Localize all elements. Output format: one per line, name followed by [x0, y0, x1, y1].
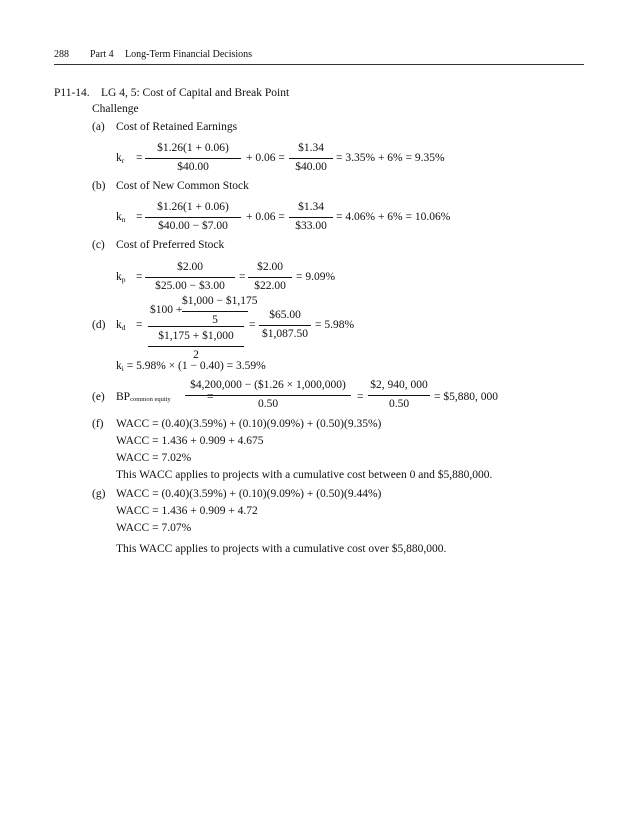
part-a-label: (a)	[92, 121, 105, 133]
part-a-numerator-2: $1.34	[298, 142, 324, 154]
part-c-variable: $k_p$	[116, 271, 126, 284]
part-e-equals: =	[207, 391, 214, 403]
part-g-label: (g)	[92, 488, 106, 500]
part-e-denominator-2: 0.50	[368, 395, 430, 411]
part-d-inner-fraction	[182, 295, 258, 326]
part-c-denominator: $25.00 − $3.00	[145, 277, 235, 293]
part-c-title: Cost of Preferred Stock	[116, 239, 225, 251]
part-a-title: Cost of Retained Earnings	[116, 121, 238, 133]
part-g-note: This WACC applies to projects with a cumulative cost over $5,880,000.	[116, 543, 447, 555]
part-g-line: WACC = (0.40)(3.59%) + (0.10)(9.09%) + (0.50)(9.44%)	[116, 488, 382, 500]
part-b-result: = 4.06% + 6% = 10.06%	[336, 211, 451, 223]
part-a-denominator-2: $40.00	[289, 158, 333, 174]
part-b-variable: $k_n$	[116, 211, 126, 224]
part-f-label: (f)	[92, 418, 104, 430]
part-b-title: Cost of New Common Stock	[116, 180, 249, 192]
part-e-equals-2: =	[357, 391, 364, 403]
part-c-denominator-2: $22.00	[248, 277, 292, 293]
problem-title: LG 4, 5: Cost of Capital and Break Point	[101, 87, 290, 99]
part-f-line: WACC = 1.436 + 0.909 + 4.675	[116, 435, 264, 447]
part-g-line: WACC = 1.436 + 0.909 + 4.72	[116, 505, 258, 517]
page-number: 288	[54, 49, 69, 60]
part-a-result: = 3.35% + 6% = 9.35%	[336, 152, 445, 164]
part-c-label: (c)	[92, 239, 105, 251]
part-a-variable: $k_r$	[116, 152, 125, 165]
part-e-fraction-2	[368, 380, 430, 410]
part-b-fraction-2	[289, 202, 333, 232]
part-d-equals-2: =	[249, 319, 256, 331]
part-b-denominator: $40.00 − $7.00	[145, 217, 241, 233]
part-d-num-prefix: $100 +	[150, 304, 183, 316]
problem-level: Challenge	[92, 103, 139, 115]
part-c-equals: =	[136, 271, 143, 283]
part-a-equals: =	[136, 152, 143, 164]
part-b-denominator-2: $33.00	[289, 217, 333, 233]
part-title: Long-Term Financial Decisions	[125, 49, 253, 60]
header-rule	[54, 64, 584, 65]
part-d-inner-denominator: 5	[182, 311, 248, 327]
part-e-label: (e)	[92, 391, 105, 403]
part-f-line: WACC = (0.40)(3.59%) + (0.10)(9.09%) + (0.50)(9.35%)	[116, 418, 382, 430]
part-d-fraction-2	[259, 310, 311, 340]
part-e-numerator: $4,200,000 − ($1.26 × 1,000,000)	[190, 379, 346, 391]
part-d-equals: =	[136, 319, 143, 331]
part-e-numerator-2: $2, 940, 000	[370, 379, 428, 391]
part-f-line: WACC = 7.02%	[116, 452, 192, 464]
part-b-numerator-2: $1.34	[298, 201, 324, 213]
part-c-result: = 9.09%	[296, 271, 336, 283]
part-b-label: (b)	[92, 180, 106, 192]
part-e-fraction-1	[185, 380, 351, 410]
part-d-denominator-2: $1,087.50	[259, 325, 311, 341]
part-a-plus: + 0.06 =	[246, 152, 285, 164]
part-b-numerator: $1.26(1 + 0.06)	[157, 201, 229, 213]
problem-id: P11-14.	[54, 87, 90, 99]
part-b-plus: + 0.06 =	[246, 211, 285, 223]
part-c-fraction-1	[145, 262, 235, 292]
part-b-fraction-1	[145, 202, 241, 232]
part-c-numerator: $2.00	[177, 261, 203, 273]
part-d-result: = 5.98%	[315, 319, 355, 331]
part-d-numerator-2: $65.00	[269, 309, 301, 321]
part-e-denominator: 0.50	[185, 395, 351, 411]
part-e-variable: BPcommon equity	[116, 391, 171, 403]
part-c-numerator-2: $2.00	[257, 261, 283, 273]
part-c-equals-2: =	[239, 271, 246, 283]
part-d-big-denominator	[148, 326, 244, 361]
part-a-fraction-2	[289, 143, 333, 173]
part-f-note: This WACC applies to projects with a cumulative cost between 0 and $5,880,000.	[116, 469, 493, 481]
part-b-equals: =	[136, 211, 143, 223]
part-a-fraction-1	[145, 143, 241, 173]
part-a-denominator: $40.00	[145, 158, 241, 174]
part-d-inner-numerator: $1,000 − $1,175	[182, 295, 258, 307]
part-d-variable: $k_d$	[116, 319, 126, 332]
part-g-line: WACC = 7.07%	[116, 522, 192, 534]
part-d-label: (d)	[92, 319, 106, 331]
part-label: Part 4	[90, 49, 114, 60]
part-e-result: = $5,880, 000	[434, 391, 498, 403]
part-d-big-den-top: $1,175 + $1,000 2	[148, 326, 244, 361]
part-d-ki-line: $k_i = 5.98\% \times (1 - 0.40) = 3.59\%$	[116, 360, 266, 373]
part-a-numerator: $1.26(1 + 0.06)	[157, 142, 229, 154]
part-c-fraction-2	[248, 262, 292, 292]
